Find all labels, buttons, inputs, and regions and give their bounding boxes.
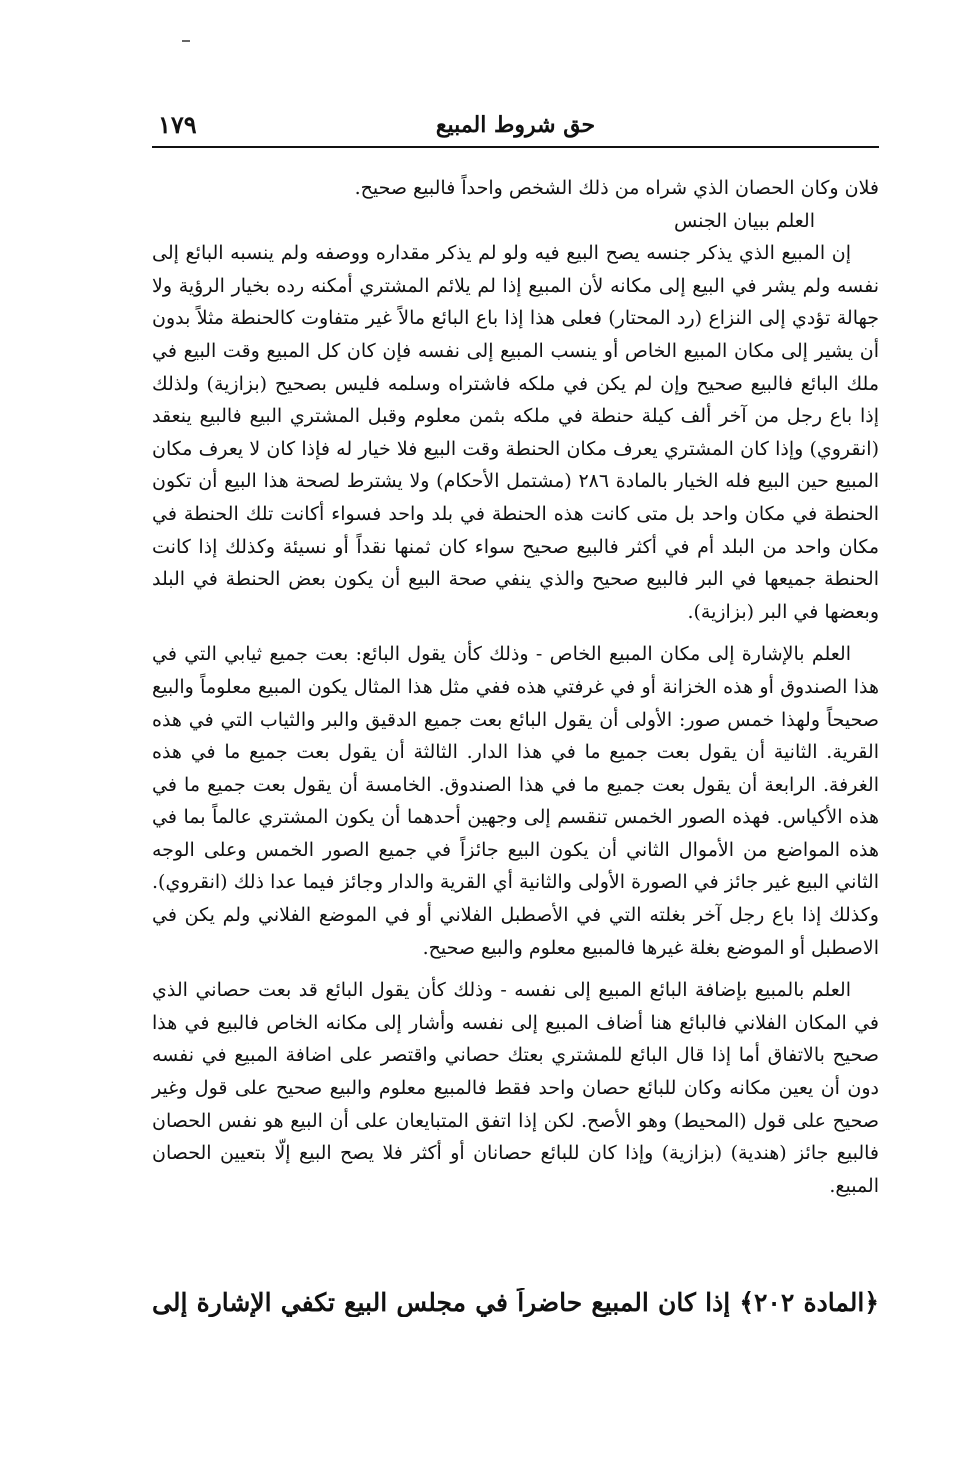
article-heading: ﴿المادة ٢٠٢﴾ إذا كان المبيع حاضراً في مجلس البيع تكفي الإشارة إلى xyxy=(152,1288,879,1317)
paragraph: إن المبيع الذي يذكر جنسه يصح البيع فيه ولو لم يذكر مقداره ووصفه ولم ينسبه البائع إلى نفسه ولم يشر في البيع إلى مكانه لأن المبيع إذا لم يلائم المشتري أمكنه رده بخيار الرؤية ولا جهالة تؤدي إلى النزاع (رد المحتار) فعلى هذا إذا باع البائع مالاً غير متفاوت كالحنطة مثلاً بدون أن يشير إلى مكان المبيع الخاص أو ينسب المبيع إلى نفسه فإن كان كل المبيع وقت البيع في ملك البائع فالبيع صحيح وإن لم يكن في ملكه فاشتراه وسلمه فليس بصحيح (بزازية) ولذلك إذا باع رجل من آخر ألف كيلة حنطة في ملكه بثمن معلوم وقبل المشتري البيع فالبيع ينعقد (انقروي) وإذا كان المشتري يعرف مكان الحنطة وقت البيع فلا خيار له فإذا كان لا يعرف مكان المبيع حين البيع فله الخيار بالمادة ٢٨٦ (مشتمل الأحكام) ولا يشترط لصحة هذا البيع أن تكون الحنطة في مكان واحد بل متى كانت هذه الحنطة في بلد واحد فسواء أكانت تلك الحنطة في مكان واحد من البلد أم في أكثر فالبيع صحيح سواء كان ثمنها نقداً أو نسيئة وكذلك إذا كانت الحنطة جميعها في البر فالبيع صحيح والذي ينفي صحة البيع أن يكون بعض الحنطة في البلد وبعضها في البر (بزازية). xyxy=(152,242,879,623)
paragraph: العلم بالمبيع بإضافة البائع المبيع إلى نفسه - وذلك كأن يقول البائع قد بعت حصاني الذي في المكان الفلاني فالبائع هنا أضاف المبيع إلى نفسه وأشار إلى مكانه الخاص فالبيع في هذا صحيح بالاتفاق أما إذا قال البائع للمشتري بعتك حصاني واقتصر على اضافة المبيع في نفسه دون أن يعين مكانه وكان للبائع حصان واحد فقط فالمبيع معلوم والبيع صحيح على قول وغير صحيح على قول (المحيط) وهو الأصح. لكن إذا اتفق المتبايعان على أن البيع هو نفس الحصان فالبيع جائز (هندية) (بزازية) وإذا كان للبائع حصانان أو أكثر فلا يصح البيع إلّا بتعيين الحصان المبيع. xyxy=(152,979,879,1197)
running-title: حق شروط المبيع xyxy=(435,112,596,138)
page-header xyxy=(152,108,879,148)
scan-mark xyxy=(182,40,190,42)
section-subheading: العلم ببيان الجنس xyxy=(673,209,815,232)
body-text xyxy=(152,172,879,1202)
paragraph: العلم بالإشارة إلى مكان المبيع الخاص - وذلك كأن يقول البائع: بعت جميع ثيابي التي في هذا الصندوق أو هذه الخزانة أو في غرفتي هذه ففي مثل هذا المثال يكون المبيع معلوماً والبيع صحيحاً ولهذا خمس صور: الأولى أن يقول البائع بعت جميع الدقيق والبر والثياب التي في هذه القرية. الثانية أن يقول بعت جميع ما في هذا الدار. الثالثة أن يقول بعت جميع ما في هذه الغرفة. الرابعة أن يقول بعت جميع ما في هذا الصندوق. الخامسة أن يقول بعت جميع ما في هذه الأكياس. فهذه الصور الخمس تنقسم إلى وجهين أحدهما أن يكون المشتري عالماً بما في هذه المواضع من الأموال الثاني أن يكون البيع جائزاً في جميع الصور الخمس وعلى الوجه الثاني البيع غير جائز في الصورة الأولى والثانية أي القرية والدار وجائز فيما عدا ذلك (انقروي). وكذلك إذا باع رجل آخر بغلته التي في الأصطبل الفلاني أو في الموضع الفلاني ولم يكن في الاصطبل أو الموضع بغلة غيرها فالمبيع معلوم والبيع صحيح. xyxy=(152,643,879,959)
page-number: ١٧٩ xyxy=(158,110,197,139)
paragraph-continuation: فلان وكان الحصان الذي شراه من ذلك الشخص واحداً فالبيع صحيح. xyxy=(354,177,879,199)
